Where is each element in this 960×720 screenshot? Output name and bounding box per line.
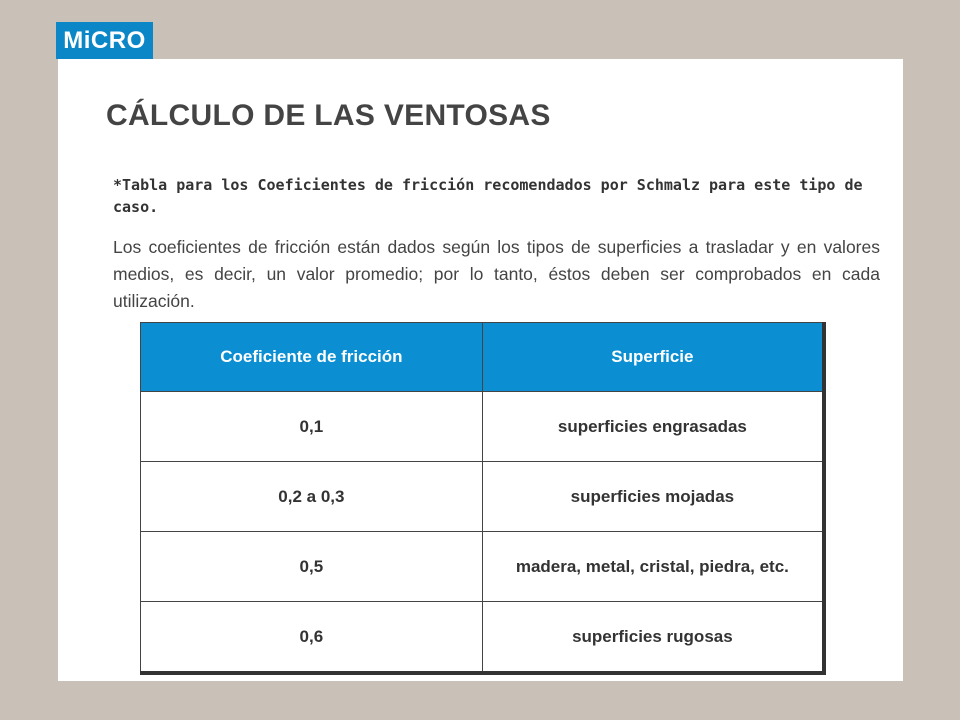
cell-coefficient: 0,1 [141, 392, 483, 462]
cell-coefficient: 0,2 a 0,3 [141, 462, 483, 532]
table-note: *Tabla para los Coeficientes de fricción recomendados por Schmalz para este tipo de caso. [113, 176, 863, 216]
description-paragraph: Los coeficientes de fricción están dados según los tipos de superficies a trasladar y en valores medios, es decir, un valor promedio; por lo tanto, éstos deben ser comprobados en cada utilización. [113, 237, 880, 311]
table-row [141, 532, 825, 602]
cell-coefficient: 0,6 [141, 602, 483, 674]
micro-logo: MiCRO [56, 22, 153, 59]
friction-table [140, 322, 826, 675]
cell-coefficient: 0,5 [141, 532, 483, 602]
cell-surface: madera, metal, cristal, piedra, etc. [482, 532, 824, 602]
table-row [141, 602, 825, 674]
cell-surface: superficies rugosas [482, 602, 824, 674]
page-title: CÁLCULO DE LAS VENTOSAS [106, 99, 551, 132]
cell-surface: superficies mojadas [482, 462, 824, 532]
table-row [141, 392, 825, 462]
slide-panel [58, 59, 903, 681]
table-header-row [141, 323, 825, 392]
header-coefficient: Coeficiente de fricción [141, 323, 483, 392]
header-surface: Superficie [482, 323, 824, 392]
table-row [141, 462, 825, 532]
cell-surface: superficies engrasadas [482, 392, 824, 462]
